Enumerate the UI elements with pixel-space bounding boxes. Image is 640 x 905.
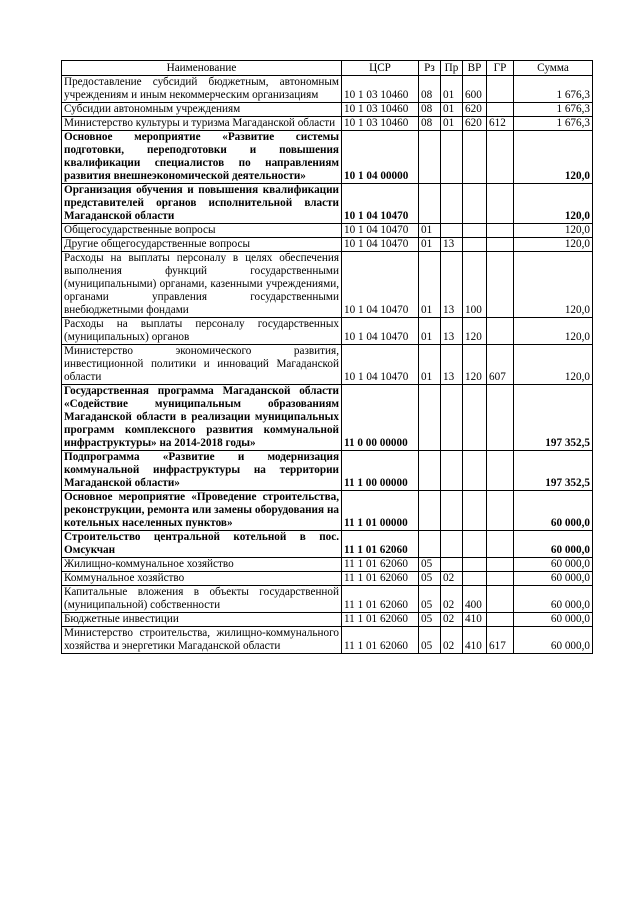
row-gr (487, 558, 514, 572)
row-sum: 60 000,0 (514, 491, 593, 531)
row-rz: 08 (419, 117, 441, 131)
row-vr (463, 224, 487, 238)
row-gr (487, 385, 514, 451)
row-name: Строительство центральной котельной в пос. Омсукчан (62, 531, 342, 558)
row-pr (441, 224, 463, 238)
row-pr (441, 491, 463, 531)
row-rz: 05 (419, 572, 441, 586)
row-name: Организация обучения и повышения квалификации представителей органов исполнительной власти Магаданской области (62, 184, 342, 224)
row-name: Бюджетные инвестиции (62, 613, 342, 627)
row-sum: 60 000,0 (514, 613, 593, 627)
row-csr: 10 1 04 10470 (342, 345, 419, 385)
row-csr: 11 1 01 62060 (342, 572, 419, 586)
row-sum: 120,0 (514, 184, 593, 224)
row-vr: 600 (463, 76, 487, 103)
table-row (62, 558, 593, 572)
row-vr (463, 531, 487, 558)
header-vr: ВР (463, 61, 487, 76)
table-row (62, 224, 593, 238)
header-rz: Рз (419, 61, 441, 76)
row-csr: 11 1 00 00000 (342, 451, 419, 491)
row-pr: 01 (441, 76, 463, 103)
table-row (62, 531, 593, 558)
row-sum: 120,0 (514, 238, 593, 252)
row-pr (441, 131, 463, 184)
header-name: Наименование (62, 61, 342, 76)
row-name: Жилищно-коммунальное хозяйство (62, 558, 342, 572)
row-csr: 10 1 04 00000 (342, 131, 419, 184)
table-row (62, 491, 593, 531)
row-name: Министерство культуры и туризма Магаданской области (62, 117, 342, 131)
row-vr (463, 184, 487, 224)
row-gr (487, 103, 514, 117)
table-row (62, 238, 593, 252)
row-csr: 10 1 03 10460 (342, 117, 419, 131)
row-gr (487, 451, 514, 491)
table-row (62, 117, 593, 131)
row-csr: 10 1 04 10470 (342, 184, 419, 224)
row-csr: 11 1 01 62060 (342, 586, 419, 613)
table-row (62, 252, 593, 318)
row-pr (441, 451, 463, 491)
row-rz (419, 184, 441, 224)
row-rz: 01 (419, 238, 441, 252)
row-sum: 120,0 (514, 131, 593, 184)
row-rz: 05 (419, 586, 441, 613)
row-name: Предоставление субсидий бюджетным, автономным учреждениям и иным некоммерческим организациям (62, 76, 342, 103)
row-pr: 02 (441, 613, 463, 627)
row-rz (419, 531, 441, 558)
row-name: Государственная программа Магаданской области «Содействие муниципальным образованиям Магаданской области в реализации муниципальных программ комплексного развития коммунальной инфраструктуры» на 2014-2018 годы» (62, 385, 342, 451)
row-rz (419, 131, 441, 184)
row-pr: 02 (441, 627, 463, 654)
table-row (62, 345, 593, 385)
row-vr: 100 (463, 252, 487, 318)
row-csr: 11 0 00 00000 (342, 385, 419, 451)
row-name: Основное мероприятие «Проведение строительства, реконструкции, ремонта или замены оборудования на котельных населенных пунктов» (62, 491, 342, 531)
row-csr: 10 1 04 10470 (342, 318, 419, 345)
row-gr (487, 238, 514, 252)
row-csr: 10 1 03 10460 (342, 76, 419, 103)
row-csr: 11 1 01 62060 (342, 627, 419, 654)
table-row (62, 451, 593, 491)
row-name: Министерство экономического развития, инвестиционной политики и инноваций Магаданской области (62, 345, 342, 385)
row-rz (419, 451, 441, 491)
table-row (62, 131, 593, 184)
row-rz: 01 (419, 224, 441, 238)
row-pr (441, 558, 463, 572)
row-vr: 620 (463, 103, 487, 117)
row-name: Субсидии автономным учреждениям (62, 103, 342, 117)
row-rz: 05 (419, 627, 441, 654)
row-vr: 120 (463, 345, 487, 385)
row-pr (441, 385, 463, 451)
row-gr: 612 (487, 117, 514, 131)
row-sum: 197 352,5 (514, 385, 593, 451)
row-rz: 01 (419, 252, 441, 318)
row-pr (441, 184, 463, 224)
header-row (62, 61, 593, 76)
row-pr: 02 (441, 572, 463, 586)
row-csr: 10 1 04 10470 (342, 238, 419, 252)
row-csr: 11 1 01 00000 (342, 491, 419, 531)
budget-document-page (61, 60, 592, 654)
row-gr: 617 (487, 627, 514, 654)
table-body (62, 76, 593, 654)
row-gr (487, 184, 514, 224)
row-vr (463, 558, 487, 572)
row-csr: 11 1 01 62060 (342, 531, 419, 558)
row-pr (441, 531, 463, 558)
table-row (62, 385, 593, 451)
row-rz: 08 (419, 76, 441, 103)
row-vr (463, 385, 487, 451)
row-csr: 10 1 04 10470 (342, 224, 419, 238)
row-gr (487, 491, 514, 531)
row-sum: 120,0 (514, 252, 593, 318)
header-sum: Сумма (514, 61, 593, 76)
row-rz: 05 (419, 613, 441, 627)
row-gr: 607 (487, 345, 514, 385)
row-name: Расходы на выплаты персоналу государственных (муниципальных) органов (62, 318, 342, 345)
header-gr: ГР (487, 61, 514, 76)
table-row (62, 318, 593, 345)
header-csr: ЦСР (342, 61, 419, 76)
row-vr (463, 572, 487, 586)
row-pr: 01 (441, 117, 463, 131)
row-rz (419, 491, 441, 531)
row-name: Основное мероприятие «Развитие системы подготовки, переподготовки и повышения квалификации специалистов по направлениям развития внешнеэкономической деятельности» (62, 131, 342, 184)
row-pr: 13 (441, 238, 463, 252)
row-vr: 620 (463, 117, 487, 131)
table-row (62, 76, 593, 103)
row-name: Другие общегосударственные вопросы (62, 238, 342, 252)
row-pr: 13 (441, 345, 463, 385)
row-vr (463, 491, 487, 531)
row-name: Подпрограмма «Развитие и модернизация коммунальной инфраструктуры на территории Магаданской области» (62, 451, 342, 491)
row-csr: 11 1 01 62060 (342, 613, 419, 627)
row-gr (487, 318, 514, 345)
row-rz (419, 385, 441, 451)
row-name: Коммунальное хозяйство (62, 572, 342, 586)
row-sum: 197 352,5 (514, 451, 593, 491)
table-row (62, 572, 593, 586)
row-sum: 1 676,3 (514, 117, 593, 131)
row-gr (487, 572, 514, 586)
row-gr (487, 224, 514, 238)
row-sum: 60 000,0 (514, 558, 593, 572)
row-rz: 01 (419, 345, 441, 385)
row-pr: 02 (441, 586, 463, 613)
row-sum: 120,0 (514, 224, 593, 238)
row-sum: 60 000,0 (514, 572, 593, 586)
table-row (62, 103, 593, 117)
row-vr (463, 131, 487, 184)
table-row (62, 613, 593, 627)
row-sum: 1 676,3 (514, 76, 593, 103)
row-name: Общегосударственные вопросы (62, 224, 342, 238)
row-name: Министерство строительства, жилищно-коммунального хозяйства и энергетики Магаданской области (62, 627, 342, 654)
row-gr (487, 531, 514, 558)
row-sum: 60 000,0 (514, 627, 593, 654)
table-row (62, 184, 593, 224)
row-sum: 60 000,0 (514, 531, 593, 558)
row-gr (487, 131, 514, 184)
row-pr: 01 (441, 103, 463, 117)
row-vr: 410 (463, 627, 487, 654)
table-header (62, 61, 593, 76)
row-csr: 10 1 03 10460 (342, 103, 419, 117)
row-gr (487, 613, 514, 627)
row-vr: 120 (463, 318, 487, 345)
row-vr (463, 238, 487, 252)
row-sum: 60 000,0 (514, 586, 593, 613)
row-csr: 11 1 01 62060 (342, 558, 419, 572)
header-pr: Пр (441, 61, 463, 76)
row-rz: 08 (419, 103, 441, 117)
row-vr: 410 (463, 613, 487, 627)
table-row (62, 627, 593, 654)
row-name: Расходы на выплаты персоналу в целях обеспечения выполнения функций государственными (муниципальными) органами, казенными учреждениями, органами управления государственными внебюджетными фондами (62, 252, 342, 318)
row-pr: 13 (441, 252, 463, 318)
row-gr (487, 252, 514, 318)
table-row (62, 586, 593, 613)
row-csr: 10 1 04 10470 (342, 252, 419, 318)
row-rz: 01 (419, 318, 441, 345)
row-sum: 1 676,3 (514, 103, 593, 117)
budget-table (61, 60, 593, 654)
row-vr: 400 (463, 586, 487, 613)
row-gr (487, 586, 514, 613)
row-pr: 13 (441, 318, 463, 345)
row-sum: 120,0 (514, 345, 593, 385)
row-sum: 120,0 (514, 318, 593, 345)
row-rz: 05 (419, 558, 441, 572)
row-vr (463, 451, 487, 491)
row-name: Капитальные вложения в объекты государственной (муниципальной) собственности (62, 586, 342, 613)
row-gr (487, 76, 514, 103)
